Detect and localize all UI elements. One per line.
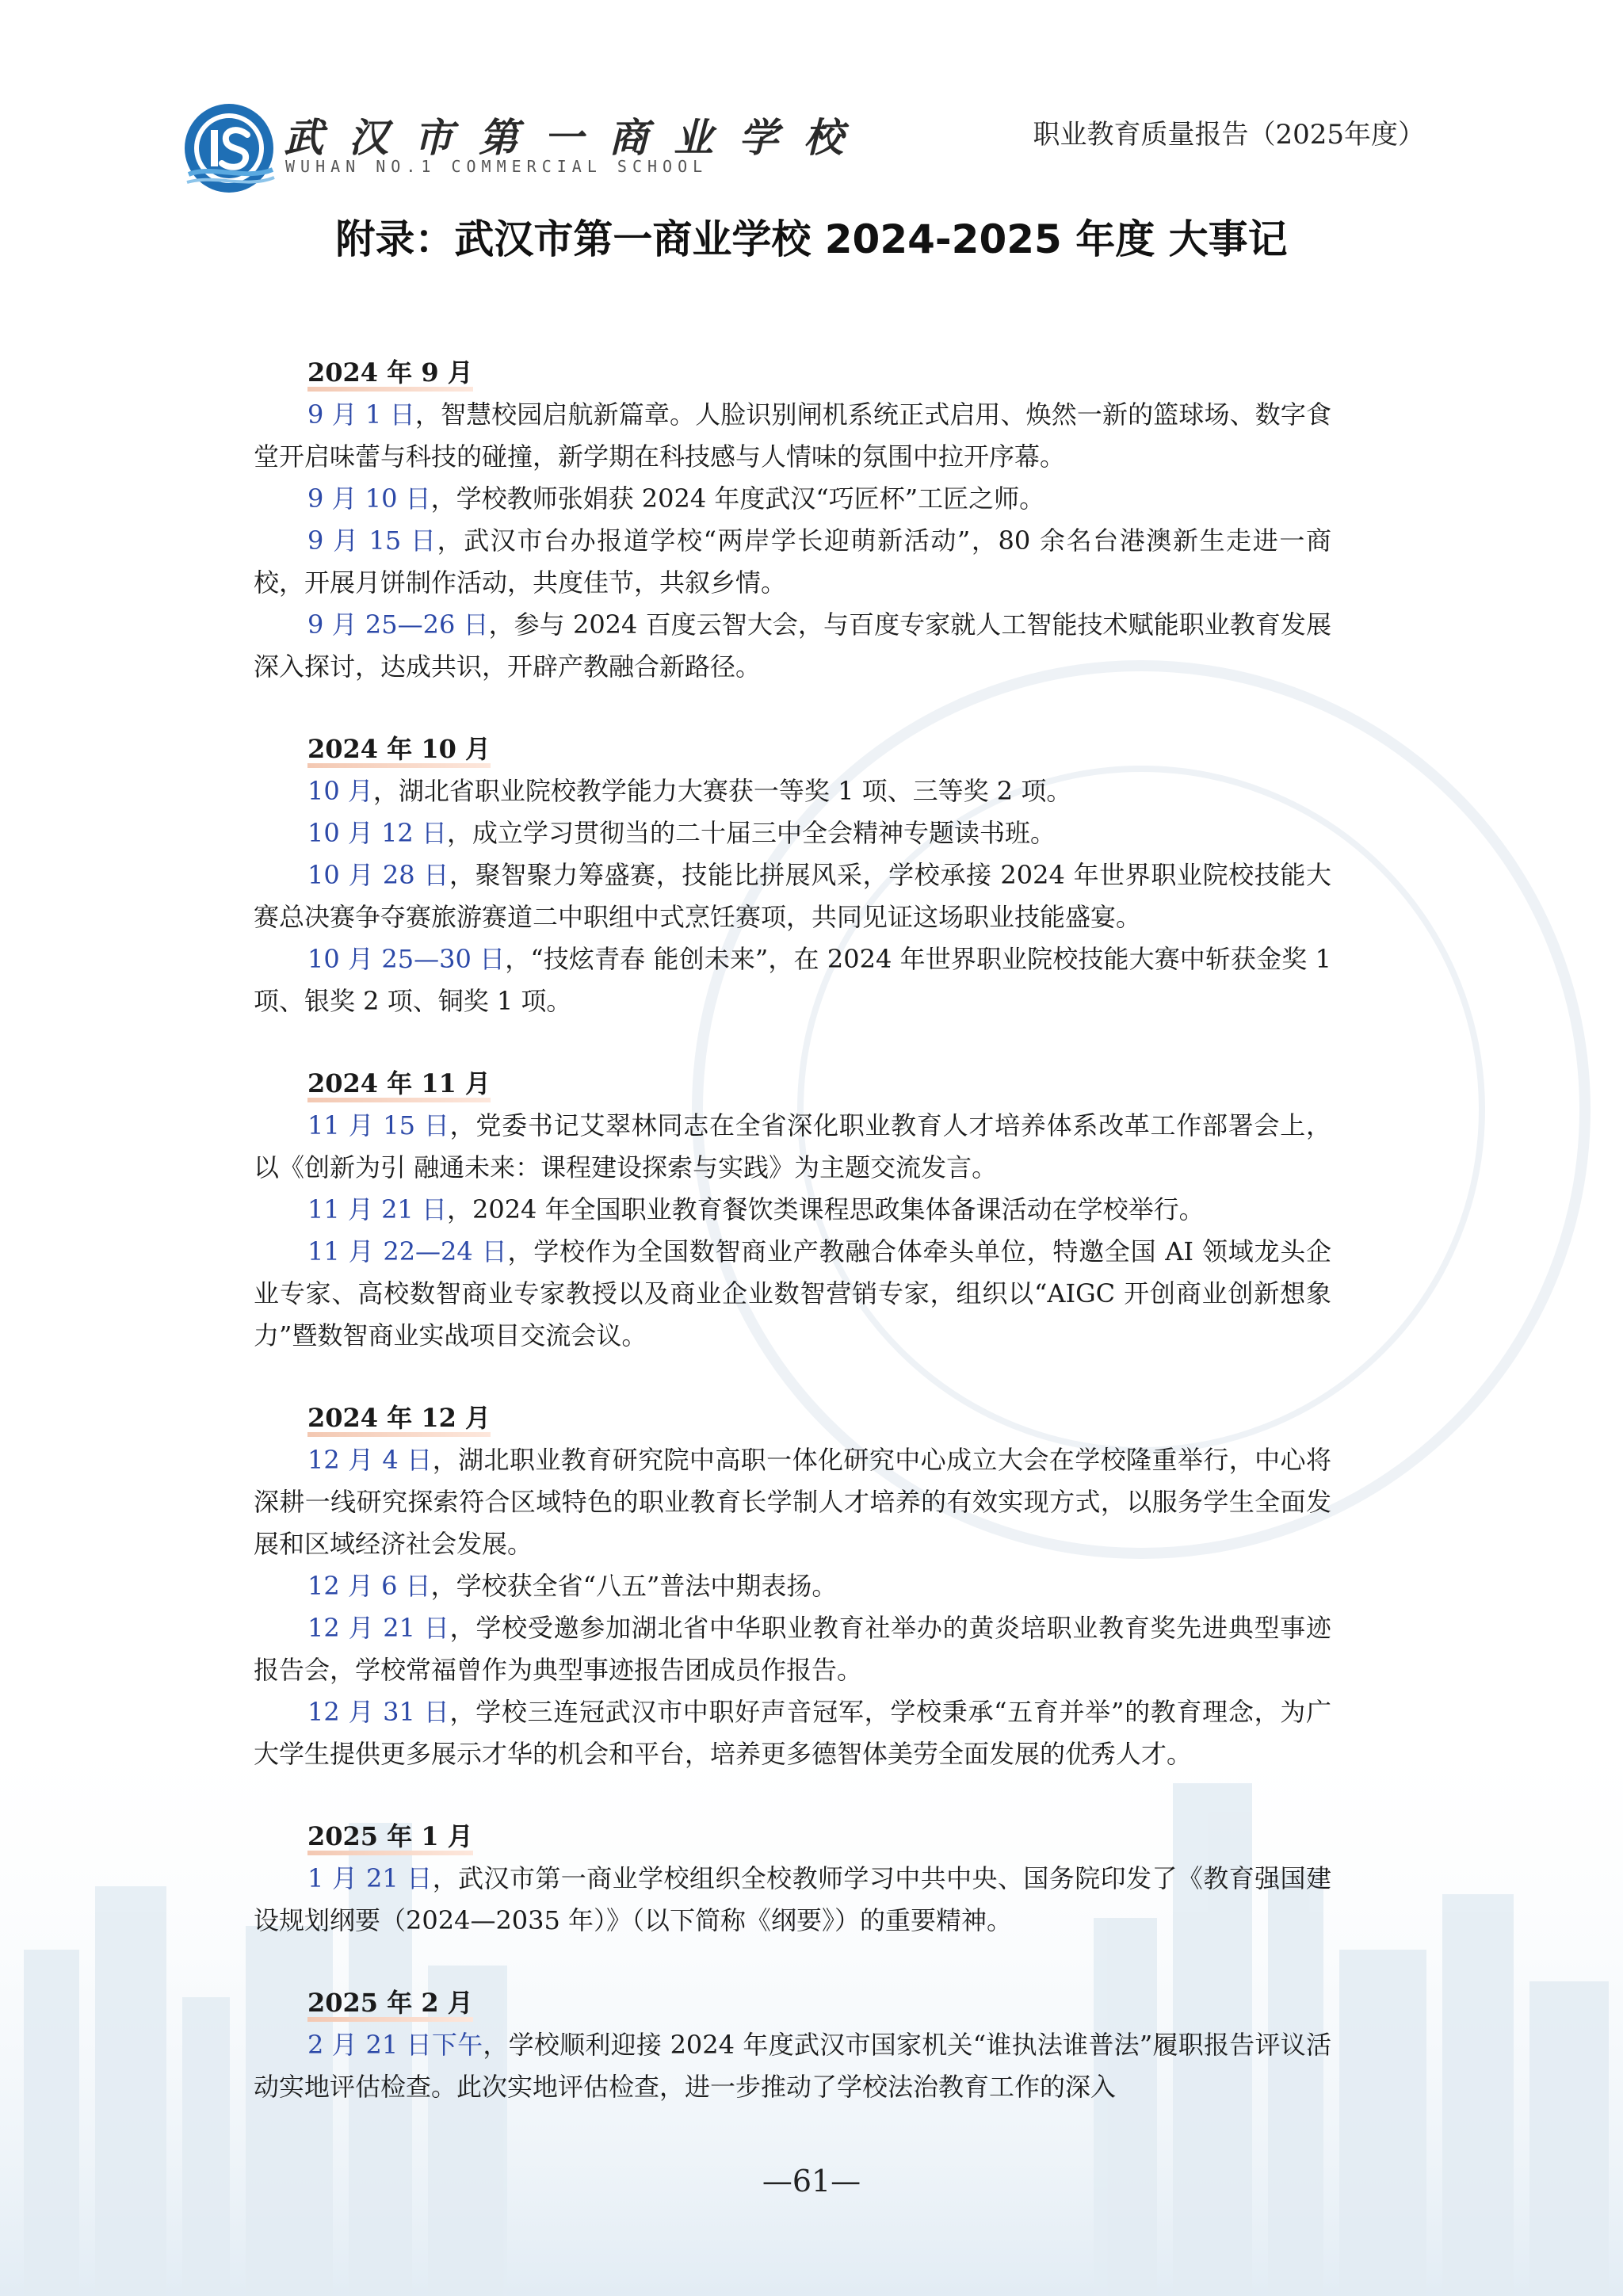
month-heading <box>307 728 491 770</box>
month-heading-text: 2024 年 9 月 <box>307 357 473 388</box>
event-entry <box>254 770 1331 812</box>
month-heading-text: 2024 年 12 月 <box>307 1403 491 1433</box>
month-heading-text: 2025 年 2 月 <box>307 1988 473 2018</box>
event-date: 12 月 21 日 <box>307 1613 450 1643</box>
event-entry <box>254 1231 1331 1357</box>
event-entry <box>254 812 1331 854</box>
event-date: 2 月 21 日下午 <box>307 2030 483 2060</box>
month-heading <box>307 1063 491 1105</box>
event-text: ，成立学习贯彻当的二十届三中全会精神专题读书班。 <box>446 818 1056 848</box>
month-section <box>254 352 1331 688</box>
event-entry <box>254 1607 1331 1691</box>
event-date: 11 月 21 日 <box>307 1194 447 1224</box>
school-logo-icon <box>181 101 277 195</box>
page-header <box>181 100 1425 195</box>
month-section <box>254 1397 1331 1775</box>
event-text: ，武汉市第一商业学校组织全校教师学习中共中央、国务院印发了《教育强国建设规划纲要（2024—2035 年）》（以下简称《纲要》）的重要精神。 <box>254 1863 1331 1935</box>
event-text: ，学校教师张娟获 2024 年度武汉“巧匠杯”工匠之师。 <box>430 483 1045 514</box>
month-section <box>254 1063 1331 1357</box>
event-date: 12 月 31 日 <box>307 1697 450 1727</box>
event-text: ，学校获全省“八五”普法中期表扬。 <box>430 1571 838 1601</box>
event-text: ，党委书记艾翠林同志在全省深化职业教育人才培养体系改革工作部署会上，以《创新为引 融通未来：课程建设探索与实践》为主题交流发言。 <box>254 1110 1331 1182</box>
event-text: ，湖北省职业院校教学能力大赛获一等奖 1 项、三等奖 2 项。 <box>372 776 1072 806</box>
month-section <box>254 1816 1331 1942</box>
month-heading <box>307 352 473 394</box>
event-date: 9 月 1 日 <box>307 399 415 430</box>
event-entry <box>254 938 1331 1022</box>
event-entry <box>254 854 1331 938</box>
event-entry <box>254 478 1331 520</box>
event-text: ，“技炫青春 能创未来”，在 2024 年世界职业院校技能大赛中斩获金奖 1 项、银奖 2 项、铜奖 1 项。 <box>254 944 1331 1016</box>
event-text: ，聚智聚力筹盛赛，技能比拼展风采，学校承接 2024 年世界职业院校技能大赛总决赛争夺赛旅游赛道二中职组中式烹饪赛项，共同见证这场职业技能盛宴。 <box>254 860 1331 932</box>
page-title: 附录：武汉市第一商业学校 2024-2025 年度 大事记 <box>335 216 1288 262</box>
month-section <box>254 1982 1331 2108</box>
event-date: 10 月 25—30 日 <box>307 944 506 974</box>
event-date: 10 月 <box>307 776 373 806</box>
month-heading-text: 2024 年 10 月 <box>307 734 491 764</box>
event-entry <box>254 1691 1331 1775</box>
event-text: ，参与 2024 百度云智大会，与百度专家就人工智能技术赋能职业教育发展深入探讨，达成共识，开辟产教融合新路径。 <box>254 609 1331 682</box>
event-date: 11 月 22—24 日 <box>307 1236 508 1266</box>
event-date: 10 月 12 日 <box>307 818 447 848</box>
event-text: ，智慧校园启航新篇章。人脸识别闸机系统正式启用、焕然一新的篮球场、数字食堂开启味蕾与科技的碰撞，新学期在科技感与人情味的氛围中拉开序幕。 <box>254 399 1331 472</box>
school-name-en: WUHAN NO.1 COMMERCIAL SCHOOL <box>285 157 708 176</box>
event-entry <box>254 2024 1331 2108</box>
page-number: —61— <box>762 2164 861 2199</box>
event-entry <box>254 1565 1331 1607</box>
event-date: 12 月 6 日 <box>307 1571 431 1601</box>
event-entry <box>254 1858 1331 1942</box>
event-date: 9 月 15 日 <box>307 525 437 556</box>
event-text: ，学校三连冠武汉市中职好声音冠军，学校秉承“五育并举”的教育理念，为广大学生提供更多展示才华的机会和平台，培养更多德智体美劳全面发展的优秀人才。 <box>254 1697 1331 1769</box>
event-entry <box>254 1105 1331 1189</box>
event-entry <box>254 520 1331 604</box>
event-text: ，学校作为全国数智商业产教融合体牵头单位，特邀全国 AI 领域龙头企业专家、高校数智商业专家教授以及商业企业数智营销专家，组织以“AIGC 开创商业创新想象力”暨数智商业实战项目交流会议。 <box>254 1236 1331 1350</box>
event-text: ，学校顺利迎接 2024 年度武汉市国家机关“谁执法谁普法”履职报告评议活动实地评估检查。此次实地评估检查，进一步推动了学校法治教育工作的深入 <box>254 2030 1331 2102</box>
event-entry <box>254 1189 1331 1231</box>
month-heading <box>307 1982 473 2024</box>
month-section <box>254 728 1331 1022</box>
event-date: 1 月 21 日 <box>307 1863 433 1893</box>
month-heading <box>307 1397 491 1439</box>
event-date: 10 月 28 日 <box>307 860 449 890</box>
event-text: ，湖北职业教育研究院中高职一体化研究中心成立大会在学校隆重举行，中心将深耕一线研究探索符合区域特色的职业教育长学制人才培养的有效实现方式，以服务学生全面发展和区域经济社会发展。 <box>254 1445 1331 1559</box>
event-text: ，2024 年全国职业教育餐饮类课程思政集体备课活动在学校举行。 <box>446 1194 1205 1224</box>
month-heading <box>307 1816 473 1858</box>
report-title: 职业教育质量报告（2025年度） <box>1033 119 1425 151</box>
event-entry <box>254 394 1331 478</box>
school-name-cn: 武汉市第一商业学校 <box>284 114 869 161</box>
event-date: 11 月 15 日 <box>307 1110 450 1140</box>
event-date: 12 月 4 日 <box>307 1445 433 1475</box>
event-entry <box>254 604 1331 688</box>
event-text: ，武汉市台办报道学校“两岸学长迎萌新活动”，80 余名台港澳新生走进一商校，开展月饼制作活动，共度佳节，共叙乡情。 <box>254 525 1331 598</box>
event-text: ，学校受邀参加湖北省中华职业教育社举办的黄炎培职业教育奖先进典型事迹报告会，学校常福曾作为典型事迹报告团成员作报告。 <box>254 1613 1331 1685</box>
event-entry <box>254 1439 1331 1565</box>
event-date: 9 月 25—26 日 <box>307 609 489 640</box>
month-heading-text: 2024 年 11 月 <box>307 1068 491 1098</box>
chronicle-content <box>254 352 1331 2108</box>
month-heading-text: 2025 年 1 月 <box>307 1821 473 1851</box>
event-date: 9 月 10 日 <box>307 483 431 514</box>
